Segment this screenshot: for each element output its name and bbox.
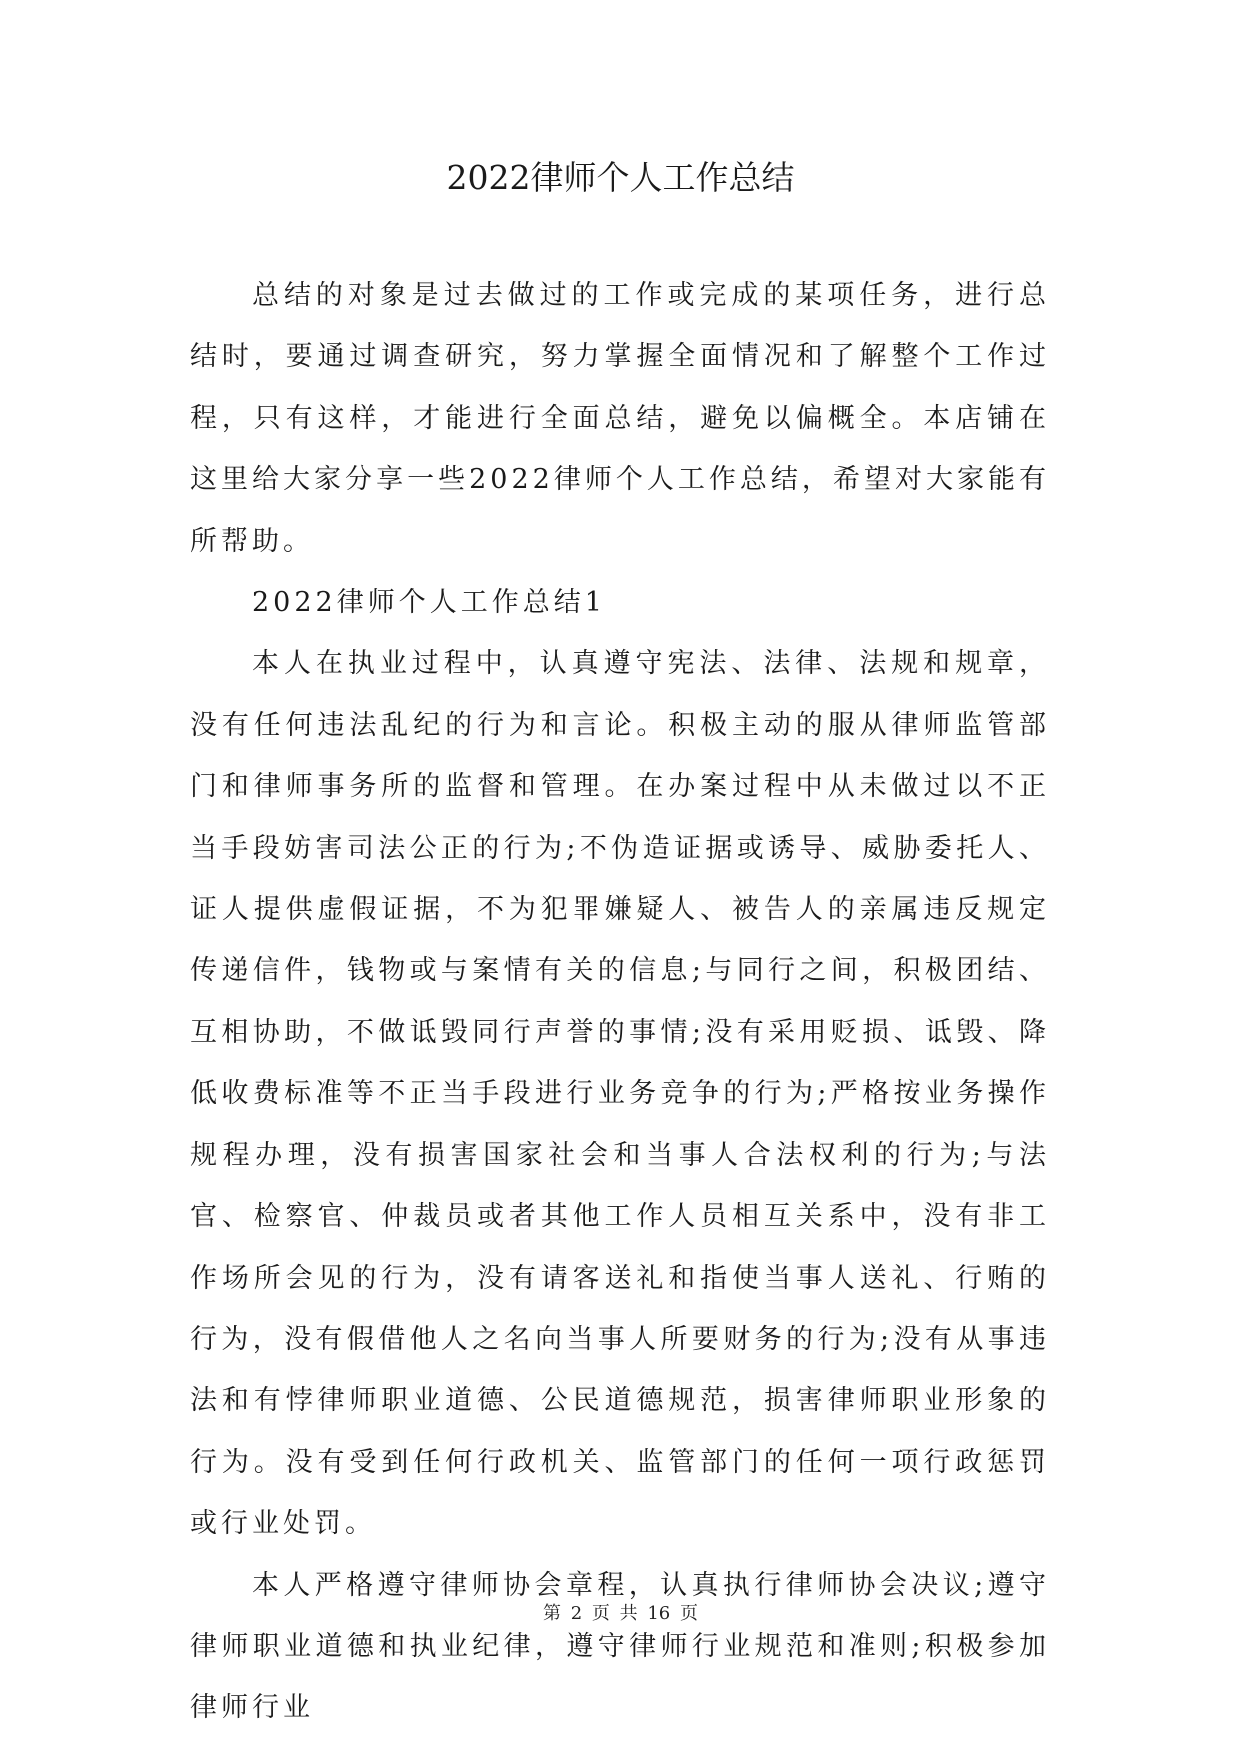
intro-paragraph: 总结的对象是过去做过的工作或完成的某项任务，进行总结时，要通过调查研究，努力掌握全面情况和了解整个工作过程，只有这样，才能进行全面总结，避免以偏概全。本店铺在这里给大家分享一些2022律师个人工作总结，希望对大家能有所帮助。: [190, 280, 1050, 557]
body-paragraph: 本人严格遵守律师协会章程，认真执行律师协会决议;遵守律师职业道德和执业纪律，遵守律师行业规范和准则;积极参加律师行业: [190, 1569, 1050, 1724]
document-title: 2022律师个人工作总结: [446, 158, 795, 197]
body-paragraph: 本人在执业过程中，认真遵守宪法、法律、法规和规章，没有任何违法乱纪的行为和言论。积极主动的服从律师监管部门和律师事务所的监督和管理。在办案过程中从未做过以不正当手段妨害司法公正的行为;不伪造证据或诱导、威胁委托人、证人提供虚假证据，不为犯罪嫌疑人、被告人的亲属违反规定传递信件，钱物或与案情有关的信息;与同行之间，积极团结、互相协助，不做诋毁同行声誉的事情;没有采用贬损、诋毁、降低收费标准等不正当手段进行业务竞争的行为;严格按业务操作规程办理，没有损害国家社会和当事人合法权利的行为;与法官、检察官、仲裁员或者其他工作人员相互关系中，没有非工作场所会见的行为，没有请客送礼和指使当事人送礼、行贿的行为，没有假借他人之名向当事人所要财务的行为;没有从事违法和有悖律师职业道德、公民道德规范，损害律师职业形象的行为。没有受到任何行政机关、监管部门的任何一项行政惩罚或行业处罚。: [190, 648, 1050, 1540]
page-footer: 第 2 页 共 16 页: [543, 1603, 698, 1624]
document-body: [190, 265, 1050, 1739]
section-heading: 2022律师个人工作总结1: [252, 587, 606, 619]
